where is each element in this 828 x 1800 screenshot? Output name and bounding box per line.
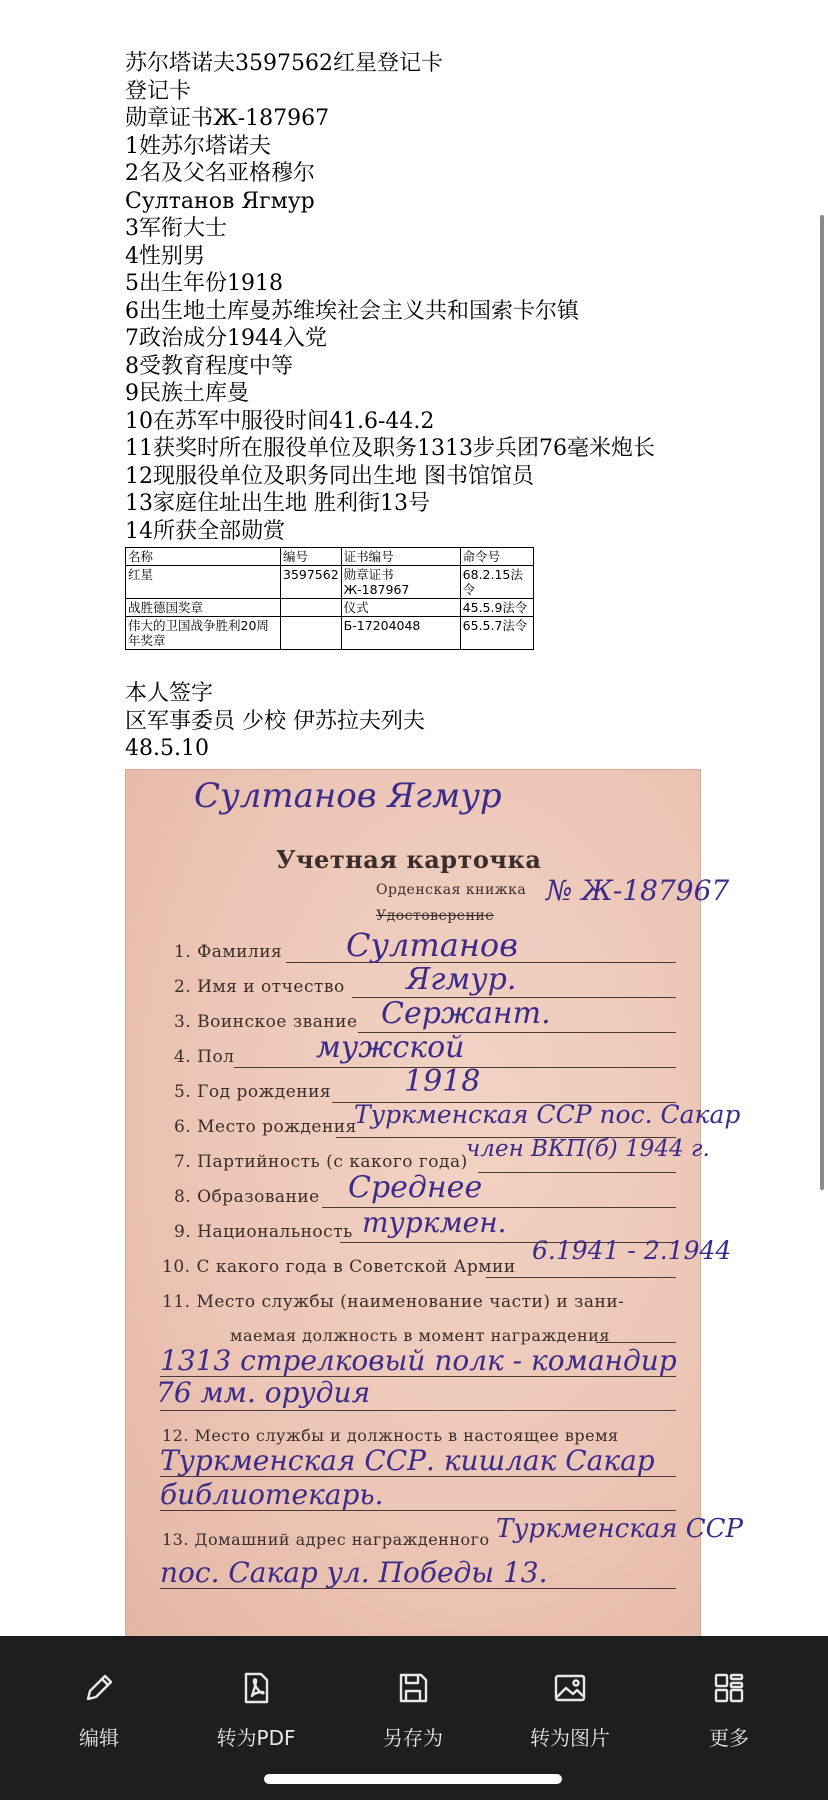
card-field-label: 11. Место службы (наименование части) и зани- [162,1292,625,1312]
card-cert-label: Удостоверение [376,908,495,924]
doc-line: 10在苏军中服役时间41.6-44.2 [125,408,435,434]
card-rule [478,1172,676,1173]
scrollbar[interactable] [820,215,824,1190]
image-icon [552,1670,588,1710]
table-row [126,566,534,599]
card-field-value: Туркменская ССР. кишлак Сакар [160,1444,655,1477]
doc-line: 勋章证书Ж-187967 [125,106,330,131]
doc-line: 3军衔大士 [125,216,227,241]
card-rule [486,1277,676,1278]
table-cell: 3597562 [281,566,342,599]
doc-line: 4性别男 [125,243,205,269]
home-indicator[interactable] [264,1774,562,1784]
card-field-value: туркмен. [362,1206,507,1239]
table-cell: 仪式 [341,599,460,617]
card-field-label: 6. Место рождения [174,1117,357,1137]
table-cell: 勋章证书Ж-187967 [341,566,460,599]
doc-line: 11获奖时所在服役单位及职务1313步兵团76毫米炮长 [125,436,655,461]
convert-image-label: 转为图片 [530,1726,610,1750]
card-field-value: Сержант. [381,996,551,1031]
card-field-label: 1. Фамилия [174,942,283,962]
pencil-icon [81,1670,117,1710]
table-cell: Б-17204048 [341,617,460,650]
card-field-value: 76 мм. орудия [156,1376,371,1409]
document-text [125,50,725,763]
table-cell [281,599,342,617]
card-field-label: 13. Домашний адрес награжденного [162,1530,490,1549]
card-field-label: 12. Место службы и должность в настоящее время [162,1426,619,1445]
signature-line: 本人签字 [125,681,214,706]
table-row [126,599,534,617]
doc-line: 5出生年份1918 [125,271,283,296]
card-field-value: пос. Сакар ул. Победы 13. [160,1556,548,1589]
doc-line: 9民族土库曼 [125,381,249,406]
table-header-cell: 证书编号 [341,548,460,566]
table-cell: 战胜德国奖章 [126,599,281,617]
card-field-value: 1313 стрелковый полк - командир [160,1344,677,1377]
table-cell: 68.2.15法令 [460,566,533,599]
doc-line: 12现服役单位及职务同出生地 图书馆馆员 [125,463,534,489]
card-title: Учетная карточка [276,845,542,874]
date-line: 48.5.10 [125,736,209,761]
more-label: 更多 [709,1726,749,1750]
table-row [126,617,534,650]
table-cell: 65.5.7法令 [460,617,533,650]
card-rule [596,1342,676,1343]
card-field-label: 9. Национальность [174,1222,353,1242]
doc-line: 8受教育程度中等 [125,353,293,379]
card-field-value: член ВКП(б) 1944 г. [466,1136,710,1162]
more-button[interactable] [659,1636,799,1756]
card-field-label: маемая должность в момент награждения [230,1326,610,1345]
card-book-number: № Ж-187967 [546,874,730,907]
card-field-value: Туркменская ССР пос. Сакар [354,1100,741,1129]
card-field-value: Туркменская ССР [496,1514,744,1544]
card-book-label: Орденская книжка [376,882,527,898]
doc-line: 登记卡 [125,78,192,104]
card-field-label: 4. Пол [174,1047,235,1067]
table-cell: 红星 [126,566,281,599]
doc-line: 6出生地土库曼苏维埃社会主义共和国索卡尔镇 [125,298,579,324]
card-rule [160,1410,676,1411]
convert-pdf-label: 转为PDF [216,1726,296,1750]
table-header-cell: 编号 [281,548,342,566]
doc-line: Султанов Ягмур [125,188,315,214]
card-field-label: 2. Имя и отчество [174,977,345,997]
doc-line: 1姓苏尔塔诺夫 [125,133,271,159]
card-field-value: Ягмур. [406,962,517,997]
table-cell: 伟大的卫国战争胜利20周年奖章 [126,617,281,650]
doc-line: 7政治成分1944入党 [125,326,327,351]
card-photo [126,770,744,1636]
more-grid-icon [711,1670,747,1710]
card-rule [160,1510,676,1511]
card-field-value: 1918 [404,1064,481,1099]
card-rule [160,1476,676,1477]
edit-label: 编辑 [79,1726,119,1750]
doc-line: 13家庭住址出生地 胜利街13号 [125,491,430,516]
commissar-line: 区军事委员 少校 伊苏拉夫列夫 [125,708,425,734]
card-field-label: 7. Партийность (с какого года) [174,1152,468,1172]
card-field-label: 8. Образование [174,1187,320,1207]
edit-button[interactable] [29,1636,169,1756]
card-field-value: библиотекарь. [160,1478,384,1511]
card-field-label: 5. Год рождения [174,1082,332,1102]
card-rule [160,1588,676,1589]
table-header-cell: 命令号 [460,548,533,566]
card-field-value: мужской [316,1030,465,1065]
convert-image-button[interactable] [500,1636,640,1756]
doc-line: 2名及父名亚格穆尔 [125,161,315,186]
table-header-row [126,548,534,566]
card-handwritten-name: Султанов Ягмур [194,776,502,816]
doc-line: 苏尔塔诺夫3597562红星登记卡 [125,51,443,76]
table-cell: 45.5.9法令 [460,599,533,617]
save-icon [395,1670,431,1710]
save-as-label: 另存为 [383,1726,443,1750]
card-field-label: 3. Воинское звание [174,1012,358,1032]
convert-pdf-button[interactable] [186,1636,326,1756]
table-header-cell: 名称 [126,548,281,566]
doc-line: 14所获全部勋赏 [125,518,285,544]
awards-table [125,547,534,650]
card-field-value: Среднее [348,1170,483,1205]
card-field-label: 10. С какого года в Советской Армии [162,1257,516,1277]
save-as-button[interactable] [343,1636,483,1756]
card-field-value: 6.1941 - 2.1944 [532,1236,732,1265]
pdf-icon [238,1670,274,1710]
table-cell [281,617,342,650]
card-field-value: Султанов [346,926,518,964]
